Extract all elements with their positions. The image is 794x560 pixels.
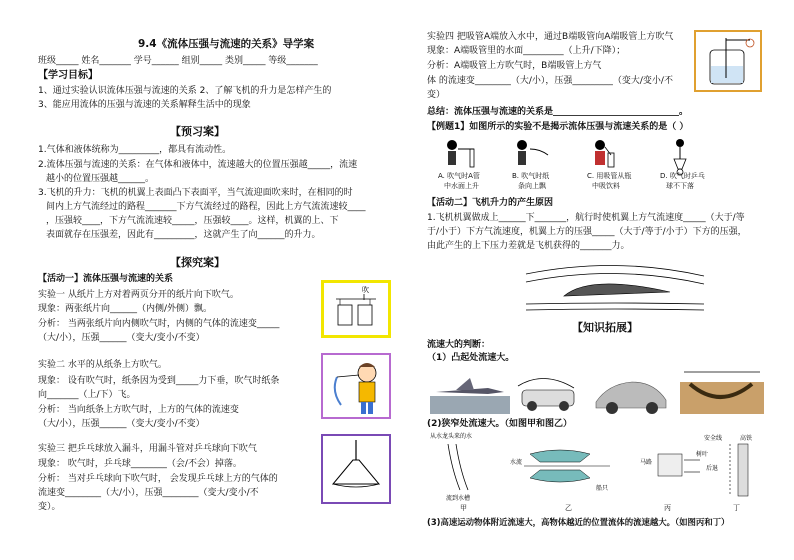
car-roof-figure	[514, 366, 584, 414]
airfoil-figure	[520, 260, 710, 316]
exp4-line2: 现象：A端吸管里的水面_________（上升/下降）；	[427, 46, 626, 56]
summary-line: 总结：流体压强与流速的关系是____________________________。	[427, 107, 689, 117]
exp1-line4: （大/小），压强______（变大/变小/不变）	[38, 333, 205, 343]
ships-figure	[510, 440, 630, 500]
child-blowing-strip-figure	[321, 353, 391, 419]
sink-label: 流到水槽	[446, 495, 471, 502]
two-papers-figure	[321, 280, 391, 338]
fast-flow-2: (2)狭窄处流速大。（如图甲和图乙）	[427, 419, 572, 429]
preview-q3c: ，压强较____，下方气流流速较_____，压强较____。这样，机翼的上、下	[46, 216, 339, 226]
water-stream-figure	[430, 430, 500, 502]
road-leaves-figure	[640, 440, 710, 500]
activity-2-heading: 【活动二】飞机升力的产生原因	[427, 198, 554, 208]
straw-bottle-figure	[694, 30, 762, 92]
option-d-caption-2: 球不下落	[666, 182, 694, 190]
option-a-figure	[447, 140, 474, 167]
sports-car-figure	[592, 370, 670, 418]
extend-heading: 【知识拓展】	[572, 321, 638, 334]
prairie-dog-burrow-figure	[680, 362, 764, 414]
option-d-figure	[674, 139, 686, 175]
exp2-line5: （大/小），压强______（变大/变小/不变）	[38, 419, 205, 429]
option-d-caption-1: D. 吹气时乒乓	[660, 172, 705, 180]
fast-flow-1: （1）凸起处流速大。	[427, 353, 515, 363]
exp2-line1: 实验二 水平的从纸条上方吹气。	[38, 360, 167, 370]
option-c-caption-1: C. 用吸管从瓶	[587, 172, 632, 180]
exp4-line1: 实验四 把吸管A端放入水中，通过B端吸管向A端吸管上方吹气	[427, 32, 674, 42]
label-ding: 丁	[733, 504, 740, 512]
fast-flow-3: (3)高速运动物体附近流速大，高物体越近的位置流体的流速越大。（如图丙和丁）	[427, 517, 730, 527]
label-yi: 乙	[565, 504, 572, 512]
exp4-line5: 变）	[427, 90, 446, 100]
preview-q3b: 间内上方气流经过的路程_______下方气流经过的路程，因此上方气流流速较____	[46, 202, 366, 212]
exp1-line3: 分析： 当两张纸片向内侧吹气时，内侧的气体的流速变_____	[38, 319, 280, 329]
option-c-caption-2: 中吸饮料	[592, 182, 620, 190]
student-info-line: 班级_____ 姓名_______ 学号______ 组别_____ 类别_____ 等级_______	[38, 56, 318, 66]
jet-figure	[430, 366, 510, 414]
preview-heading: 【预习案】	[170, 125, 225, 138]
exp3-line2: 现象： 吹气时，乒乓球________（会/不会）掉落。	[38, 459, 242, 469]
exp1-line1: 实验一 从纸片上方对着两页分开的纸片向下吹气。	[38, 290, 239, 300]
exp3-line3: 分析： 当对乒乓球向下吹气时， 会发现乒乓球上方的气体的	[38, 474, 278, 484]
exp2-line2: 现象： 设有吹气时，纸条因为受到_____力下垂，吹气时纸条	[38, 376, 280, 386]
safety-line-label: 安全线	[704, 435, 723, 442]
goal-3: 3、能应用流体的压强与流速的关系解释生活中的现象	[38, 100, 251, 110]
blow-label: 吹	[362, 286, 369, 294]
goals-heading: 【学习目标】	[38, 70, 98, 81]
tap-label: 从水龙头来的水	[430, 433, 473, 440]
activity-1-heading: 【活动一】流体压强与流速的关系	[38, 274, 174, 284]
ship-label: 船只	[596, 485, 609, 492]
goal-1-2: 1、通过实验认识流体压强与流速的关系 2、了解飞机的升力是怎样产生的	[38, 86, 332, 96]
label-jia: 甲	[460, 504, 467, 512]
option-a-caption-2: 中水面上升	[444, 182, 479, 190]
high-speed-rail-label: 高铁	[740, 435, 753, 442]
page-title: 9.4《流体压强与流速的关系》导学案	[138, 38, 315, 50]
road-label: 马路	[640, 459, 653, 466]
option-a-caption-1: A. 吹气时A管	[438, 172, 480, 180]
exp1-line2: 现象：两张纸片向______（内侧/外侧）飘。	[38, 304, 213, 314]
option-b-caption-1: B. 吹气时纸	[512, 172, 550, 180]
exp2-line3: 向_______（上/下）飞。	[38, 390, 136, 400]
fast-flow-title: 流速大的判断：	[427, 340, 491, 350]
option-b-caption-2: 条向上飘	[518, 182, 546, 190]
preview-q3d: 表面就存在压强差，因此有_________，这就产生了向______的升力。	[46, 230, 321, 240]
wing-line3: 由此产生的上下压力差就是飞机获得的_______力。	[427, 241, 630, 251]
example-1: 【例题1】如图所示的实验不是揭示流体压强与流速关系的是（ ）	[427, 122, 689, 132]
exp3-line5: 变）。	[38, 502, 61, 512]
preview-q3a: 3.飞机的升力：飞机的机翼上表面凸下表面平，当气流迎面吹来时，在相同的时	[38, 188, 353, 198]
step-back-label: 后退	[706, 465, 719, 472]
label-bing: 丙	[664, 504, 671, 512]
exp4-line3: 分析：A端吸管上方吹气时，B端吸管上方气	[427, 61, 602, 71]
exp3-line1: 实验三 把乒乓球放入漏斗，用漏斗管对乒乓球向下吹气	[38, 444, 257, 454]
train-platform-figure	[704, 430, 764, 504]
water-flow-label: 水流	[510, 459, 523, 466]
explore-heading: 【探究案】	[170, 256, 225, 269]
option-b-figure	[517, 140, 548, 165]
funnel-ball-figure	[321, 434, 391, 504]
leaves-label: 树叶	[696, 451, 709, 458]
preview-q2a: 2.流体压强与流速的关系：在气体和液体中，流速越大的位置压强越_____，流速	[38, 160, 358, 170]
wing-line1: 1.飞机机翼做成上______下_______，航行时使机翼上方气流速度_____（大于/等	[427, 213, 745, 223]
preview-q1: 1.气体和液体统称为_________，都具有流动性。	[38, 145, 232, 155]
preview-q2b: 越小的位置压强越______。	[46, 174, 155, 184]
exp4-line4: 体 的流速变________（大/小），压强_________（变大/变小/不	[427, 76, 673, 86]
option-c-figure	[595, 140, 614, 167]
wing-line2: 于/小于）下方气流速度，机翼上方的压强_____（大于/等于/小于）下方的压强，	[427, 227, 747, 237]
exp3-line4: 流速变________（大/小），压强________（变大/变小/不	[38, 488, 259, 498]
exp2-line4: 分析： 当向纸条上方吹气时，上方的气体的流速变	[38, 405, 239, 415]
